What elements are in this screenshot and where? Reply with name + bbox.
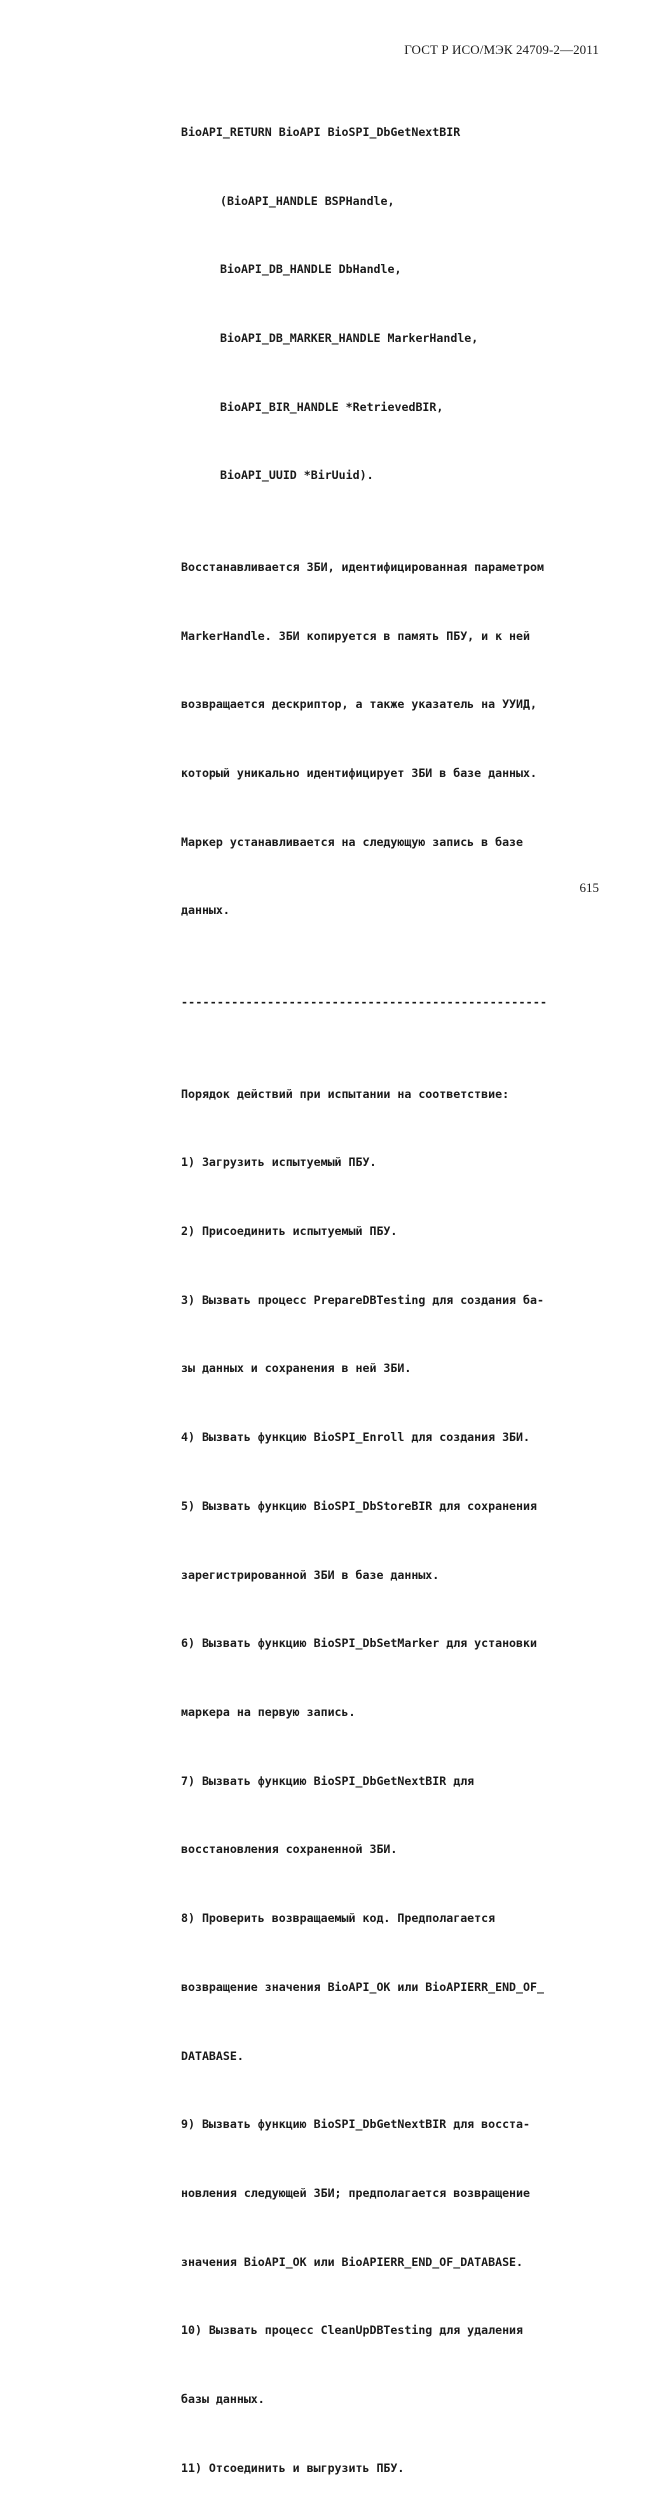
procedure-step-line: 1) Загрузить испытуемый ПБУ. bbox=[181, 1155, 377, 1170]
description-line: возвращается дескриптор, а также указатель на УУИД, bbox=[181, 697, 537, 712]
procedure-step-line: новления следующей ЗБИ; предполагается возвращение bbox=[181, 2185, 531, 2200]
page-header: ГОСТ Р ИСО/МЭК 24709-2—2011 bbox=[404, 42, 599, 57]
page-number: 615 bbox=[579, 880, 599, 895]
procedure-step-line: 11) Отсоединить и выгрузить ПБУ. bbox=[181, 2460, 405, 2475]
description-line: данных. bbox=[181, 903, 230, 918]
procedure-step-line: базы данных. bbox=[181, 2392, 265, 2407]
procedure-step-line: маркера на первую запись. bbox=[181, 1705, 356, 1719]
function-param: BioAPI_BIR_HANDLE *RetrievedBIR, bbox=[220, 399, 444, 414]
procedure-step-line: 2) Присоединить испытуемый ПБУ. bbox=[181, 1224, 398, 1239]
function-param: BioAPI_DB_HANDLE DbHandle, bbox=[220, 262, 402, 277]
separator-line: --------------------------------------------------- bbox=[181, 995, 548, 1010]
document-body bbox=[181, 75, 621, 2503]
function-declaration: BioAPI_RETURN BioAPI BioSPI_DbGetNextBIR bbox=[181, 124, 461, 139]
procedure-step-line: зы данных и сохранения в ней ЗБИ. bbox=[181, 1361, 412, 1376]
procedure-step-line: восстановления сохраненной ЗБИ. bbox=[181, 1842, 398, 1857]
function-param: BioAPI_DB_MARKER_HANDLE MarkerHandle, bbox=[220, 330, 479, 345]
procedure-step-line: возвращение значения BioAPI_OK или BioAPIERR_END_OF_ bbox=[181, 1979, 544, 1994]
description-line: Маркер устанавливается на следующую запись в базе bbox=[181, 834, 524, 849]
procedure-step-line: 9) Вызвать функцию BioSPI_DbGetNextBIR для восста- bbox=[181, 2117, 531, 2132]
procedure-step-line: DATABASE. bbox=[181, 2048, 244, 2063]
procedure-step-line: 5) Вызвать функцию BioSPI_DbStoreBIR для сохранения bbox=[181, 1498, 537, 1513]
procedure-step-line: 6) Вызвать функцию BioSPI_DbSetMarker для установки bbox=[181, 1636, 537, 1651]
procedure-step-line: 10) Вызвать процесс CleanUpDBTesting для удаления bbox=[181, 2323, 524, 2338]
function-param: (BioAPI_HANDLE BSPHandle, bbox=[220, 193, 395, 208]
procedure-step-line: зарегистрированной ЗБИ в базе данных. bbox=[181, 1567, 440, 1582]
procedure-step-line: 8) Проверить возвращаемый код. Предполагается bbox=[181, 1911, 496, 1926]
procedure-step-line: значения BioAPI_OK или BioAPIERR_END_OF_DATABASE. bbox=[181, 2254, 524, 2269]
procedure-step-line: 4) Вызвать функцию BioSPI_Enroll для создания ЗБИ. bbox=[181, 1430, 531, 1445]
description-line: который уникально идентифицирует ЗБИ в базе данных. bbox=[181, 766, 537, 781]
procedure-title: Порядок действий при испытании на соответствие: bbox=[181, 1086, 510, 1101]
description-line: Восстанавливается ЗБИ, идентифицированная параметром bbox=[181, 559, 544, 574]
function-param: BioAPI_UUID *BirUuid). bbox=[220, 468, 374, 483]
procedure-step-line: 3) Вызвать процесс PrepareDBTesting для создания ба- bbox=[181, 1292, 544, 1307]
procedure-step-line: 7) Вызвать функцию BioSPI_DbGetNextBIR для bbox=[181, 1773, 475, 1788]
description-line: MarkerHandle. ЗБИ копируется в память ПБУ, и к ней bbox=[181, 628, 531, 643]
